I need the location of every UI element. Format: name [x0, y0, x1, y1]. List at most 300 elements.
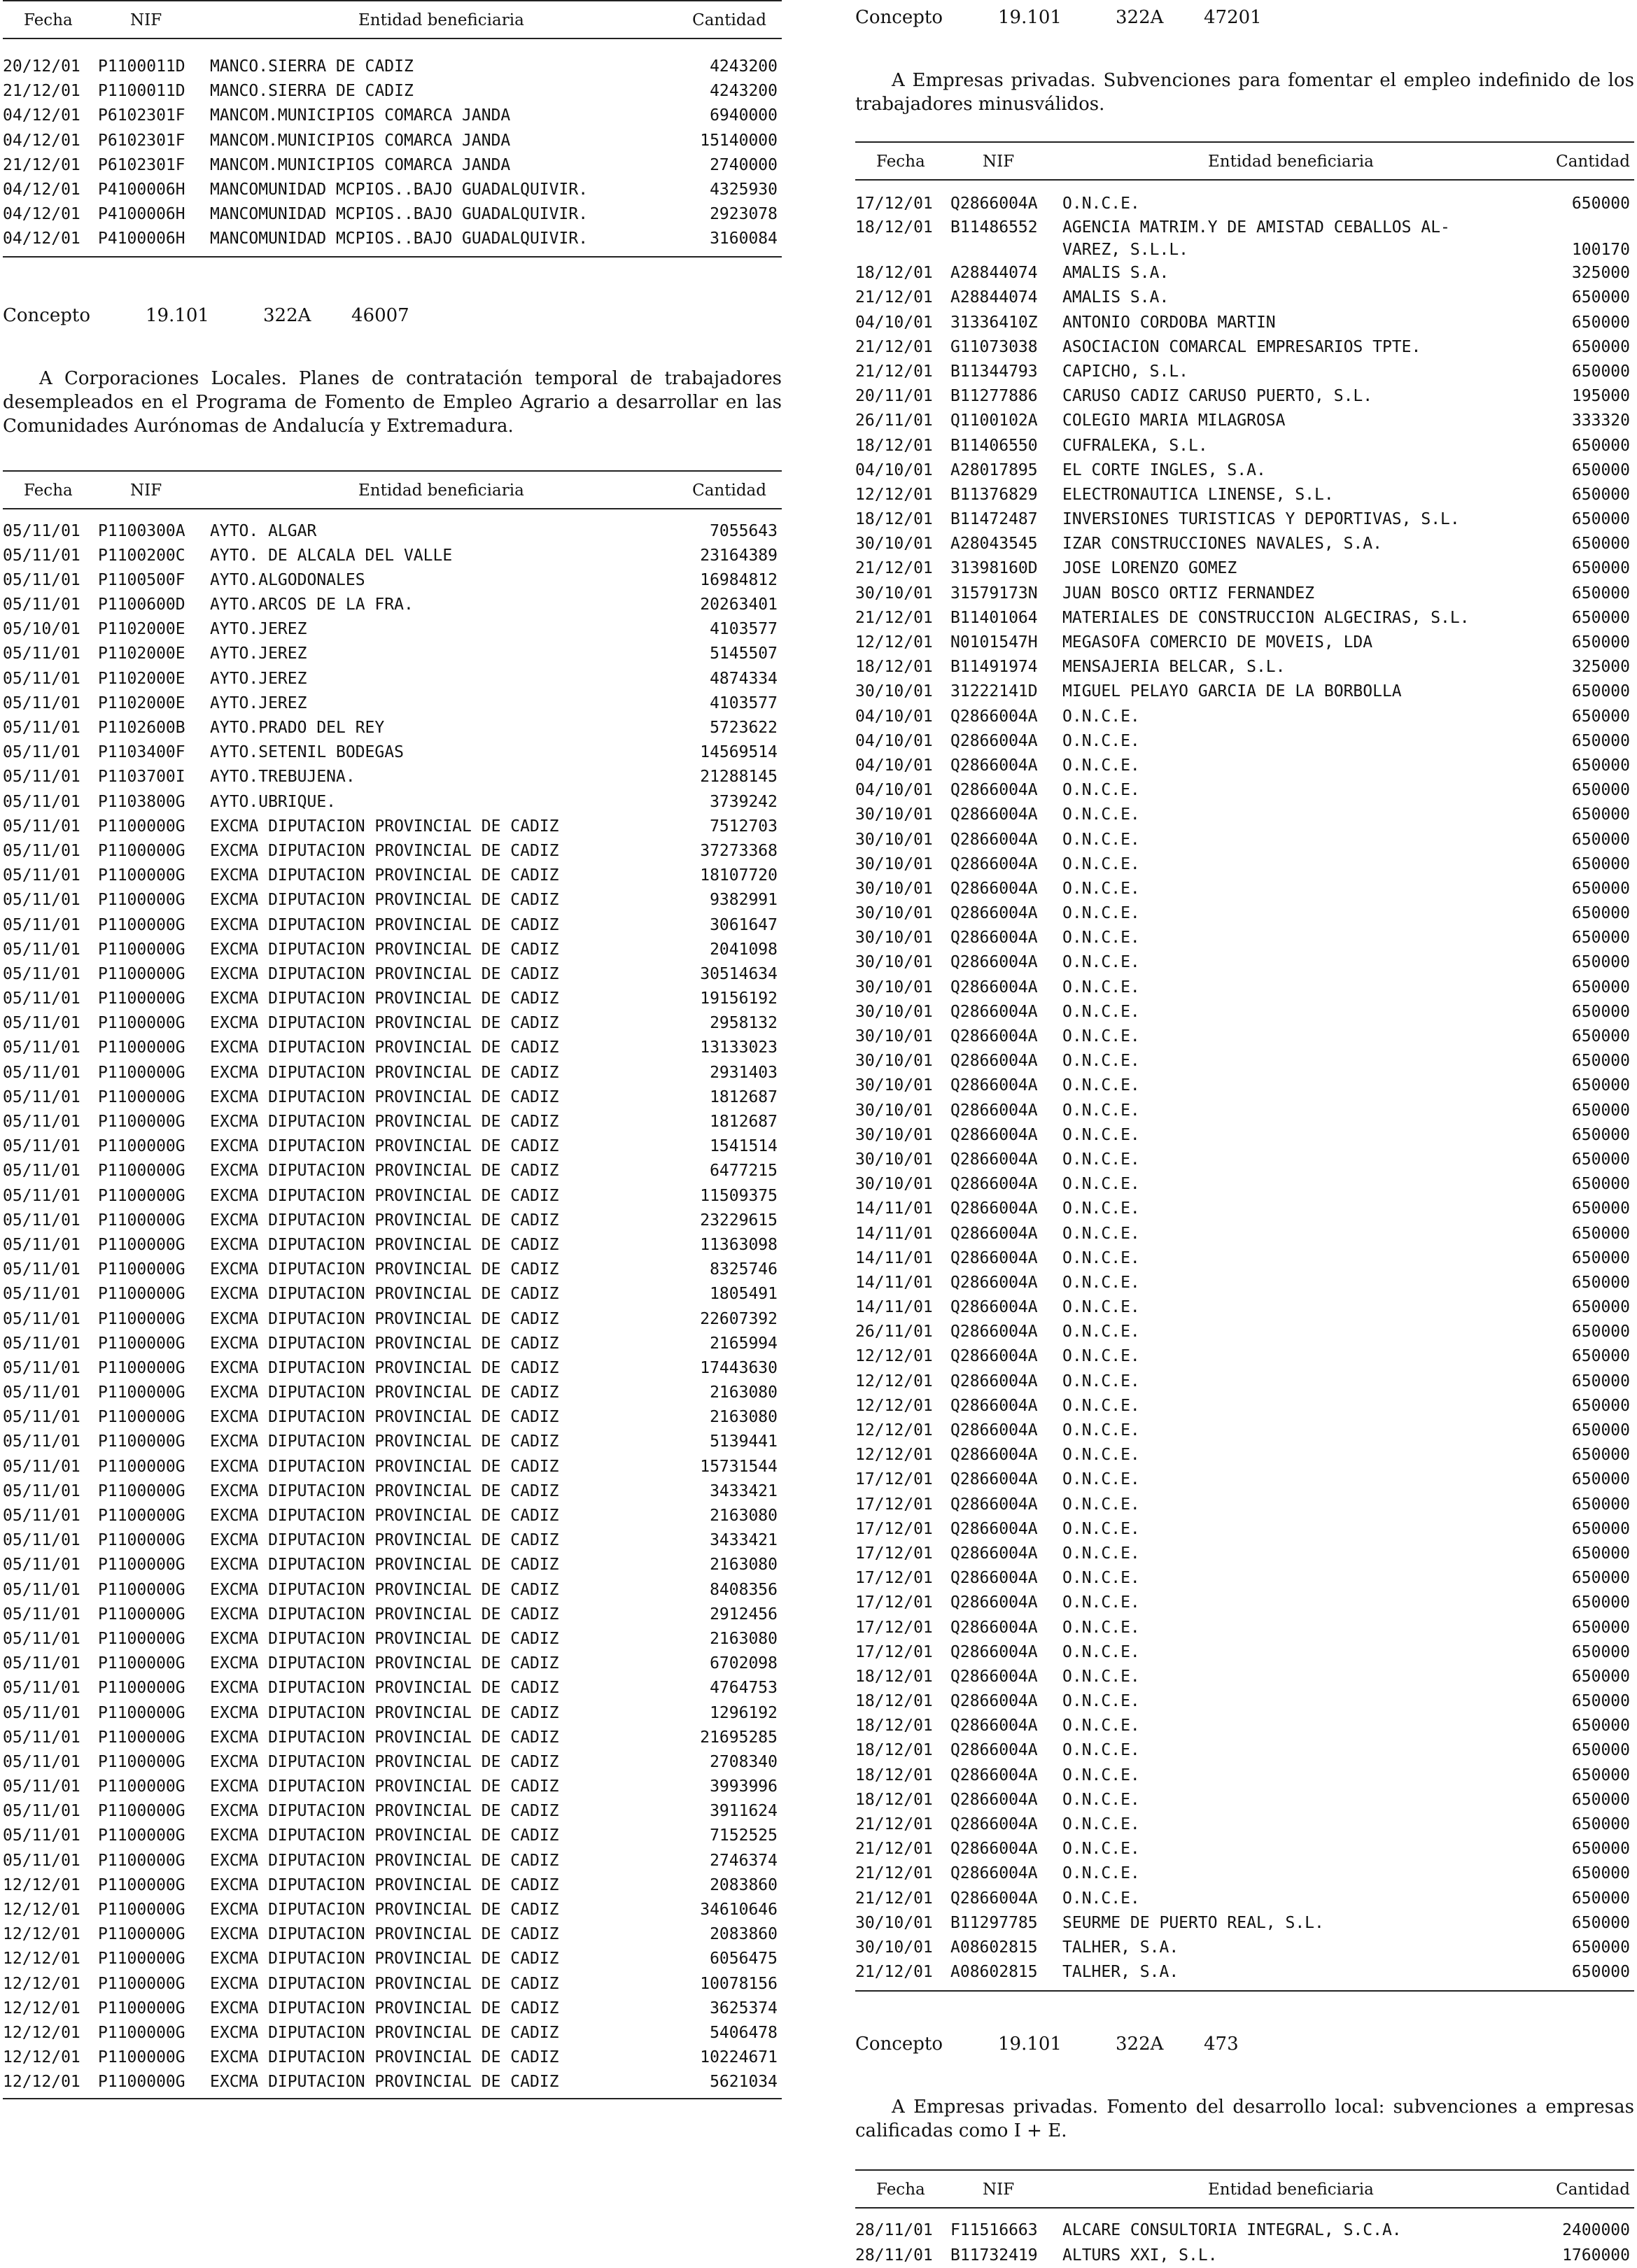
cell-entidad: CARUSO CADIZ CARUSO PUERTO, S.L. — [1062, 387, 1373, 406]
table-row — [3, 2045, 782, 2070]
cell-entidad: O.N.C.E. — [1062, 1470, 1140, 1489]
cell-nif: P1100000G — [98, 1507, 185, 1525]
cell-fecha: 05/11/01 — [3, 1629, 80, 1648]
cell-fecha: 05/11/01 — [3, 1507, 80, 1525]
cell-entidad: EXCMA DIPUTACION PROVINCIAL DE CADIZ — [210, 1999, 559, 2017]
cell-nif: Q2866004A — [950, 1717, 1038, 1735]
cell-fecha: 21/12/01 — [855, 559, 933, 578]
cell-fecha: 12/12/01 — [3, 2048, 80, 2067]
cell-fecha: 05/11/01 — [3, 1038, 80, 1057]
cell-cantidad: 15731544 — [700, 1457, 778, 1476]
cell-nif: P1100000G — [98, 1950, 185, 1968]
cell-nif: P1100000G — [98, 1851, 185, 1870]
cell-cantidad: 650000 — [1571, 559, 1630, 578]
cell-cantidad: 650000 — [1571, 1372, 1630, 1390]
table-row — [855, 1123, 1634, 1148]
cell-fecha: 05/11/01 — [3, 1113, 80, 1131]
cell-cantidad: 5139441 — [710, 1432, 778, 1451]
cell-cantidad: 650000 — [1571, 1101, 1630, 1120]
table-row — [855, 582, 1634, 606]
cell-nif: A28017895 — [950, 460, 1038, 479]
table-row — [3, 987, 782, 1011]
cell-fecha: 12/12/01 — [855, 633, 933, 651]
cell-fecha: 21/12/01 — [855, 1889, 933, 1908]
table-row — [3, 1011, 782, 1036]
table-row — [3, 1085, 782, 1110]
cell-fecha: 05/11/01 — [3, 1334, 80, 1353]
cell-entidad: O.N.C.E. — [1062, 1421, 1140, 1439]
table-row — [3, 1258, 782, 1282]
cell-nif: Q2866004A — [950, 1495, 1038, 1514]
cell-cantidad: 23164389 — [700, 546, 778, 565]
table-header — [3, 470, 782, 509]
table-row — [3, 104, 782, 128]
cell-entidad: AYTO.JEREZ — [210, 645, 307, 663]
cell-cantidad: 650000 — [1571, 854, 1630, 873]
table-row — [3, 129, 782, 153]
cell-nif: B11297785 — [950, 1913, 1038, 1932]
cell-cantidad: 650000 — [1571, 1248, 1630, 1267]
cell-fecha: 05/11/01 — [3, 645, 80, 663]
concepto-label: Concepto — [3, 304, 90, 326]
table-row — [855, 901, 1634, 926]
cell-entidad: EXCMA DIPUTACION PROVINCIAL DE CADIZ — [210, 1901, 559, 1919]
table-row — [855, 1172, 1634, 1197]
cell-fecha: 05/11/01 — [3, 1826, 80, 1845]
cell-nif: 31398160D — [950, 559, 1038, 578]
cell-nif: P1100000G — [98, 1383, 185, 1402]
cell-nif: P1100000G — [98, 1728, 185, 1747]
cell-cantidad: 650000 — [1571, 1175, 1630, 1194]
table-body — [855, 2209, 1634, 2267]
cell-cantidad: 2165994 — [710, 1334, 778, 1353]
cell-fecha: 05/11/01 — [3, 693, 80, 712]
cell-cantidad: 2923078 — [710, 205, 778, 224]
concepto-label: Concepto — [855, 2034, 943, 2055]
cell-fecha: 05/11/01 — [3, 792, 80, 811]
cell-nif: Q2866004A — [950, 1298, 1038, 1317]
concepto-line — [855, 2034, 1634, 2057]
cell-fecha: 30/10/01 — [855, 805, 933, 824]
cell-nif: Q2866004A — [950, 1766, 1038, 1784]
cell-cantidad: 650000 — [1571, 1396, 1630, 1415]
cell-entidad: MIGUEL PELAYO GARCIA DE LA BORBOLLA — [1062, 682, 1402, 701]
table-row — [855, 311, 1634, 335]
cell-entidad: EXCMA DIPUTACION PROVINCIAL DE CADIZ — [210, 1851, 559, 1870]
cell-cantidad: 3061647 — [710, 915, 778, 934]
cell-cantidad: 650000 — [1571, 1790, 1630, 1809]
table-row — [855, 1320, 1634, 1344]
cell-entidad: COLEGIO MARIA MILAGROSA — [1062, 411, 1286, 430]
table-row — [3, 740, 782, 765]
cell-nif: Q2866004A — [950, 1323, 1038, 1341]
cell-fecha: 12/12/01 — [3, 2023, 80, 2042]
cell-entidad: EXCMA DIPUTACION PROVINCIAL DE CADIZ — [210, 1063, 559, 1082]
cell-entidad: EXCMA DIPUTACION PROVINCIAL DE CADIZ — [210, 1728, 559, 1747]
cell-entidad: O.N.C.E. — [1062, 1642, 1140, 1661]
cell-entidad: EXCMA DIPUTACION PROVINCIAL DE CADIZ — [210, 1408, 559, 1427]
header-nif: NIF — [983, 2181, 1015, 2199]
cell-entidad: EXCMA DIPUTACION PROVINCIAL DE CADIZ — [210, 2048, 559, 2067]
table-row — [855, 1222, 1634, 1246]
cell-fecha: 30/10/01 — [855, 535, 933, 554]
table-row — [3, 1332, 782, 1356]
cell-nif: P1100000G — [98, 989, 185, 1008]
cell-entidad: O.N.C.E. — [1062, 1273, 1140, 1292]
cell-nif: P1103700I — [98, 768, 185, 787]
cell-entidad: O.N.C.E. — [1062, 1076, 1140, 1095]
cell-entidad: EXCMA DIPUTACION PROVINCIAL DE CADIZ — [210, 1186, 559, 1205]
cell-fecha: 05/11/01 — [3, 1014, 80, 1033]
cell-entidad: O.N.C.E. — [1062, 1569, 1140, 1588]
cell-cantidad: 4103577 — [710, 693, 778, 712]
cell-cantidad: 21288145 — [700, 768, 778, 787]
table-row — [855, 1911, 1634, 1936]
table-row — [855, 360, 1634, 384]
concepto-num: 19.101 — [998, 2034, 1062, 2055]
cell-fecha: 18/12/01 — [855, 1692, 933, 1711]
cell-fecha: 18/12/01 — [855, 1766, 933, 1784]
cell-cantidad: 14569514 — [700, 743, 778, 762]
cell-nif: P1100000G — [98, 1432, 185, 1451]
cell-entidad: EXCMA DIPUTACION PROVINCIAL DE CADIZ — [210, 1113, 559, 1131]
cell-fecha: 18/12/01 — [855, 1741, 933, 1760]
cell-cantidad: 650000 — [1571, 1815, 1630, 1833]
table-row — [3, 227, 782, 251]
cell-cantidad: 1541514 — [710, 1137, 778, 1156]
cell-entidad: TALHER, S.A. — [1062, 1963, 1179, 1982]
cell-nif: P1100000G — [98, 1457, 185, 1476]
table-row — [855, 1738, 1634, 1763]
cell-cantidad: 650000 — [1571, 288, 1630, 307]
table-row — [3, 1282, 782, 1306]
table-row — [3, 1627, 782, 1651]
table-row — [855, 803, 1634, 827]
cell-cantidad: 650000 — [1571, 362, 1630, 381]
cell-entidad: EXCMA DIPUTACION PROVINCIAL DE CADIZ — [210, 1875, 559, 1894]
cell-cantidad: 650000 — [1571, 535, 1630, 554]
cell-entidad: O.N.C.E. — [1062, 1889, 1140, 1908]
cell-fecha: 30/10/01 — [855, 1101, 933, 1120]
table-row — [3, 1972, 782, 1996]
cell-nif: Q2866004A — [950, 1667, 1038, 1686]
cell-entidad: O.N.C.E. — [1062, 929, 1140, 948]
cell-cantidad: 16984812 — [700, 570, 778, 589]
cell-entidad: O.N.C.E. — [1062, 1618, 1140, 1637]
cell-cantidad: 8408356 — [710, 1580, 778, 1599]
cell-nif: Q2866004A — [950, 1372, 1038, 1390]
cell-fecha: 12/12/01 — [855, 1396, 933, 1415]
cell-entidad: O.N.C.E. — [1062, 1298, 1140, 1317]
header-nif: NIF — [130, 481, 162, 500]
cell-entidad: JOSE LORENZO GOMEZ — [1062, 559, 1237, 578]
cell-nif: Q2866004A — [950, 1027, 1038, 1045]
table-row — [3, 790, 782, 815]
cell-fecha: 04/12/01 — [3, 205, 80, 224]
cell-cantidad: 650000 — [1571, 904, 1630, 923]
cell-entidad: AYTO.ALGODONALES — [210, 570, 365, 589]
table-row — [3, 1504, 782, 1528]
concepto-prog: 322A — [263, 304, 311, 326]
cell-cantidad: 650000 — [1571, 1692, 1630, 1711]
cell-nif: Q2866004A — [950, 1199, 1038, 1218]
cell-nif: P1100000G — [98, 2023, 185, 2042]
table-row — [855, 1295, 1634, 1320]
cell-cantidad: 6477215 — [710, 1162, 778, 1181]
cell-entidad: O.N.C.E. — [1062, 1248, 1140, 1267]
table-row — [855, 828, 1634, 852]
cell-nif: P1100000G — [98, 1703, 185, 1722]
cell-nif: Q2866004A — [950, 1790, 1038, 1809]
cell-entidad: AYTO.JEREZ — [210, 620, 307, 639]
table-row — [3, 79, 782, 104]
cell-fecha: 04/10/01 — [855, 731, 933, 750]
table-row — [855, 1665, 1634, 1689]
cell-cantidad: 650000 — [1571, 731, 1630, 750]
cell-entidad: EL CORTE INGLES, S.A. — [1062, 460, 1266, 479]
cell-nif: P1100000G — [98, 1162, 185, 1181]
cell-fecha: 14/11/01 — [855, 1199, 933, 1218]
cell-cantidad: 1296192 — [710, 1703, 778, 1722]
cell-nif: Q2866004A — [950, 1446, 1038, 1465]
cell-nif: Q2866004A — [950, 929, 1038, 948]
cell-fecha: 05/11/01 — [3, 768, 80, 787]
cell-cantidad: 20263401 — [700, 596, 778, 614]
table-row — [3, 765, 782, 789]
cell-fecha: 05/11/01 — [3, 866, 80, 885]
cell-cantidad: 650000 — [1571, 584, 1630, 603]
cell-cantidad: 2163080 — [710, 1383, 778, 1402]
left-column — [3, 0, 782, 2099]
table-row — [855, 1246, 1634, 1271]
cell-entidad: O.N.C.E. — [1062, 1667, 1140, 1686]
cell-cantidad: 3993996 — [710, 1777, 778, 1796]
cell-nif: Q2866004A — [950, 1692, 1038, 1711]
cell-entidad: O.N.C.E. — [1062, 854, 1140, 873]
cell-fecha: 05/11/01 — [3, 1851, 80, 1870]
cell-entidad: EXCMA DIPUTACION PROVINCIAL DE CADIZ — [210, 1137, 559, 1156]
table-row — [3, 568, 782, 593]
header-entidad: Entidad beneficiaria — [1208, 153, 1374, 171]
cell-entidad: JUAN BOSCO ORTIZ FERNANDEZ — [1062, 584, 1315, 603]
cell-nif: Q2866004A — [950, 1569, 1038, 1588]
cell-cantidad: 13133023 — [700, 1038, 778, 1057]
cell-fecha: 17/12/01 — [855, 1470, 933, 1489]
cell-cantidad: 21695285 — [700, 1728, 778, 1747]
cell-entidad: O.N.C.E. — [1062, 1766, 1140, 1784]
cell-entidad: EXCMA DIPUTACION PROVINCIAL DE CADIZ — [210, 2023, 559, 2042]
cell-fecha: 18/12/01 — [855, 510, 933, 529]
cell-fecha: 12/12/01 — [3, 1999, 80, 2017]
cell-cantidad: 650000 — [1571, 485, 1630, 504]
cell-fecha: 05/11/01 — [3, 1580, 80, 1599]
table-row — [3, 1356, 782, 1381]
table-row — [3, 716, 782, 740]
table-row — [855, 1369, 1634, 1394]
table-row — [3, 544, 782, 568]
concepto-label: Concepto — [855, 7, 943, 28]
cell-cantidad: 1760000 — [1562, 2246, 1630, 2265]
cell-nif: B11406550 — [950, 436, 1038, 455]
cell-fecha: 05/11/01 — [3, 1728, 80, 1747]
cell-entidad: O.N.C.E. — [1062, 1519, 1140, 1538]
cell-fecha: 05/11/01 — [3, 546, 80, 565]
cell-cantidad: 5145507 — [710, 645, 778, 663]
cell-nif: P1103400F — [98, 743, 185, 762]
cell-cantidad: 37273368 — [700, 841, 778, 860]
cell-nif: P1100000G — [98, 2048, 185, 2067]
cell-nif: P1100000G — [98, 1875, 185, 1894]
cell-cantidad: 650000 — [1571, 1642, 1630, 1661]
cell-cantidad: 2740000 — [710, 155, 778, 174]
cell-entidad: MANCOMUNIDAD MCPIOS..BAJO GUADALQUIVIR. — [210, 230, 589, 248]
cell-nif: Q2866004A — [950, 1889, 1038, 1908]
table-row — [3, 1209, 782, 1233]
cell-entidad: O.N.C.E. — [1062, 1323, 1140, 1341]
cell-entidad: EXCMA DIPUTACION PROVINCIAL DE CADIZ — [210, 915, 559, 934]
table-row — [3, 593, 782, 617]
cell-nif: Q2866004A — [950, 1273, 1038, 1292]
cell-nif: P1102000E — [98, 645, 185, 663]
header-cantidad: Cantidad — [692, 11, 766, 29]
cell-entidad: AYTO.TREBUJENA. — [210, 768, 356, 787]
cell-cantidad: 650000 — [1571, 1840, 1630, 1859]
cell-entidad: O.N.C.E. — [1062, 1199, 1140, 1218]
table-row — [855, 950, 1634, 975]
cell-nif: 31222141D — [950, 682, 1038, 701]
cell-entidad: ASOCIACION COMARCAL EMPRESARIOS TPTE. — [1062, 337, 1421, 356]
cell-cantidad: 6056475 — [710, 1950, 778, 1968]
cell-nif: P1100000G — [98, 2073, 185, 2092]
cell-entidad: SEURME DE PUERTO REAL, S.L. — [1062, 1913, 1324, 1932]
table-row — [855, 458, 1634, 483]
cell-fecha: 12/12/01 — [3, 1950, 80, 1968]
header-entidad: Entidad beneficiaria — [1208, 2181, 1374, 2199]
cell-fecha: 30/10/01 — [855, 1913, 933, 1932]
cell-cantidad: 650000 — [1571, 1913, 1630, 1932]
cell-fecha: 05/11/01 — [3, 1481, 80, 1500]
cell-cantidad: 650000 — [1571, 1766, 1630, 1784]
table-row — [855, 335, 1634, 360]
cell-entidad: EXCMA DIPUTACION PROVINCIAL DE CADIZ — [210, 1309, 559, 1328]
cell-nif: Q2866004A — [950, 879, 1038, 898]
cell-fecha: 17/12/01 — [855, 1519, 933, 1538]
cell-fecha: 30/10/01 — [855, 978, 933, 996]
cell-nif: P1100000G — [98, 940, 185, 959]
cell-fecha: 05/11/01 — [3, 891, 80, 910]
cell-nif: P1100000G — [98, 1137, 185, 1156]
cell-cantidad: 650000 — [1571, 1717, 1630, 1735]
cell-nif: Q1100102A — [950, 411, 1038, 430]
cell-fecha: 18/12/01 — [855, 218, 933, 237]
cell-nif: P1100000G — [98, 1925, 185, 1944]
concepto-num: 19.101 — [146, 304, 209, 326]
cell-nif: P1100011D — [98, 82, 185, 101]
table-body — [855, 181, 1634, 1990]
cell-entidad: EXCMA DIPUTACION PROVINCIAL DE CADIZ — [210, 1087, 559, 1106]
cell-nif: P1100000G — [98, 964, 185, 983]
table-row — [3, 1676, 782, 1700]
cell-entidad: EXCMA DIPUTACION PROVINCIAL DE CADIZ — [210, 1752, 559, 1771]
table-row — [3, 1307, 782, 1332]
table-row — [855, 192, 1634, 216]
cell-nif: P1100000G — [98, 1826, 185, 1845]
table-row — [3, 1898, 782, 1922]
cell-cantidad: 19156192 — [700, 989, 778, 1008]
cell-fecha: 12/12/01 — [3, 1875, 80, 1894]
cell-nif: Q2866004A — [950, 904, 1038, 923]
cell-fecha: 18/12/01 — [855, 1717, 933, 1735]
cell-nif: P1100000G — [98, 1113, 185, 1131]
cell-nif: P6102301F — [98, 106, 185, 125]
table-row — [855, 877, 1634, 901]
cell-fecha: 14/11/01 — [855, 1273, 933, 1292]
cell-fecha: 30/10/01 — [855, 854, 933, 873]
table-row — [855, 1099, 1634, 1123]
cell-nif: Q2866004A — [950, 1519, 1038, 1538]
cell-fecha: 30/10/01 — [855, 1175, 933, 1194]
table-row — [3, 642, 782, 666]
cell-entidad: O.N.C.E. — [1062, 830, 1140, 849]
cell-fecha: 05/11/01 — [3, 1211, 80, 1230]
cell-nif: P1100000G — [98, 1752, 185, 1771]
table-row — [855, 1591, 1634, 1615]
cell-entidad: O.N.C.E. — [1062, 1593, 1140, 1612]
table-row — [3, 839, 782, 864]
concepto-description: A Empresas privadas. Fomento del desarrollo local: subvenciones a empresas calificadas como I + E. — [855, 2097, 1634, 2142]
cell-nif: P1100000G — [98, 841, 185, 860]
cell-nif: A08602815 — [950, 1938, 1038, 1957]
cell-cantidad: 23229615 — [700, 1211, 778, 1230]
table-row — [855, 655, 1634, 679]
cell-entidad: EXCMA DIPUTACION PROVINCIAL DE CADIZ — [210, 841, 559, 860]
cell-entidad: EXCMA DIPUTACION PROVINCIAL DE CADIZ — [210, 1925, 559, 1944]
cell-fecha: 17/12/01 — [855, 1642, 933, 1661]
cell-fecha: 05/11/01 — [3, 1556, 80, 1575]
cell-cantidad: 325000 — [1571, 264, 1630, 283]
table-row — [3, 1184, 782, 1209]
cell-cantidad: 1812687 — [710, 1113, 778, 1131]
cell-cantidad: 3160084 — [710, 230, 778, 248]
cell-cantidad: 2912456 — [710, 1605, 778, 1623]
cell-nif: P1100000G — [98, 817, 185, 836]
cell-fecha: 21/12/01 — [855, 362, 933, 381]
table-row — [3, 1233, 782, 1258]
cell-nif: P1100000G — [98, 1531, 185, 1550]
cell-nif: Q2866004A — [950, 1544, 1038, 1563]
cell-cantidad: 7512703 — [710, 817, 778, 836]
cell-entidad: AYTO.JEREZ — [210, 693, 307, 712]
table-row — [3, 1701, 782, 1726]
cell-nif: Q2866004A — [950, 953, 1038, 972]
cell-fecha: 30/10/01 — [855, 682, 933, 701]
table-row — [855, 1566, 1634, 1591]
cell-fecha: 05/11/01 — [3, 1605, 80, 1623]
cell-cantidad: 650000 — [1571, 707, 1630, 726]
cell-entidad: EXCMA DIPUTACION PROVINCIAL DE CADIZ — [210, 1679, 559, 1698]
cell-cantidad: 650000 — [1571, 1938, 1630, 1957]
concepto-cod: 47201 — [1204, 7, 1262, 28]
cell-nif: B11472487 — [950, 510, 1038, 529]
concepto-cod: 46007 — [351, 304, 409, 326]
cell-entidad: INVERSIONES TURISTICAS Y DEPORTIVAS, S.L. — [1062, 510, 1460, 529]
table-row — [3, 864, 782, 888]
table-row — [3, 1553, 782, 1577]
cell-cantidad: 650000 — [1571, 781, 1630, 800]
cell-cantidad: 650000 — [1571, 879, 1630, 898]
cell-entidad: EXCMA DIPUTACION PROVINCIAL DE CADIZ — [210, 1703, 559, 1722]
cell-nif: P4100006H — [98, 180, 185, 199]
